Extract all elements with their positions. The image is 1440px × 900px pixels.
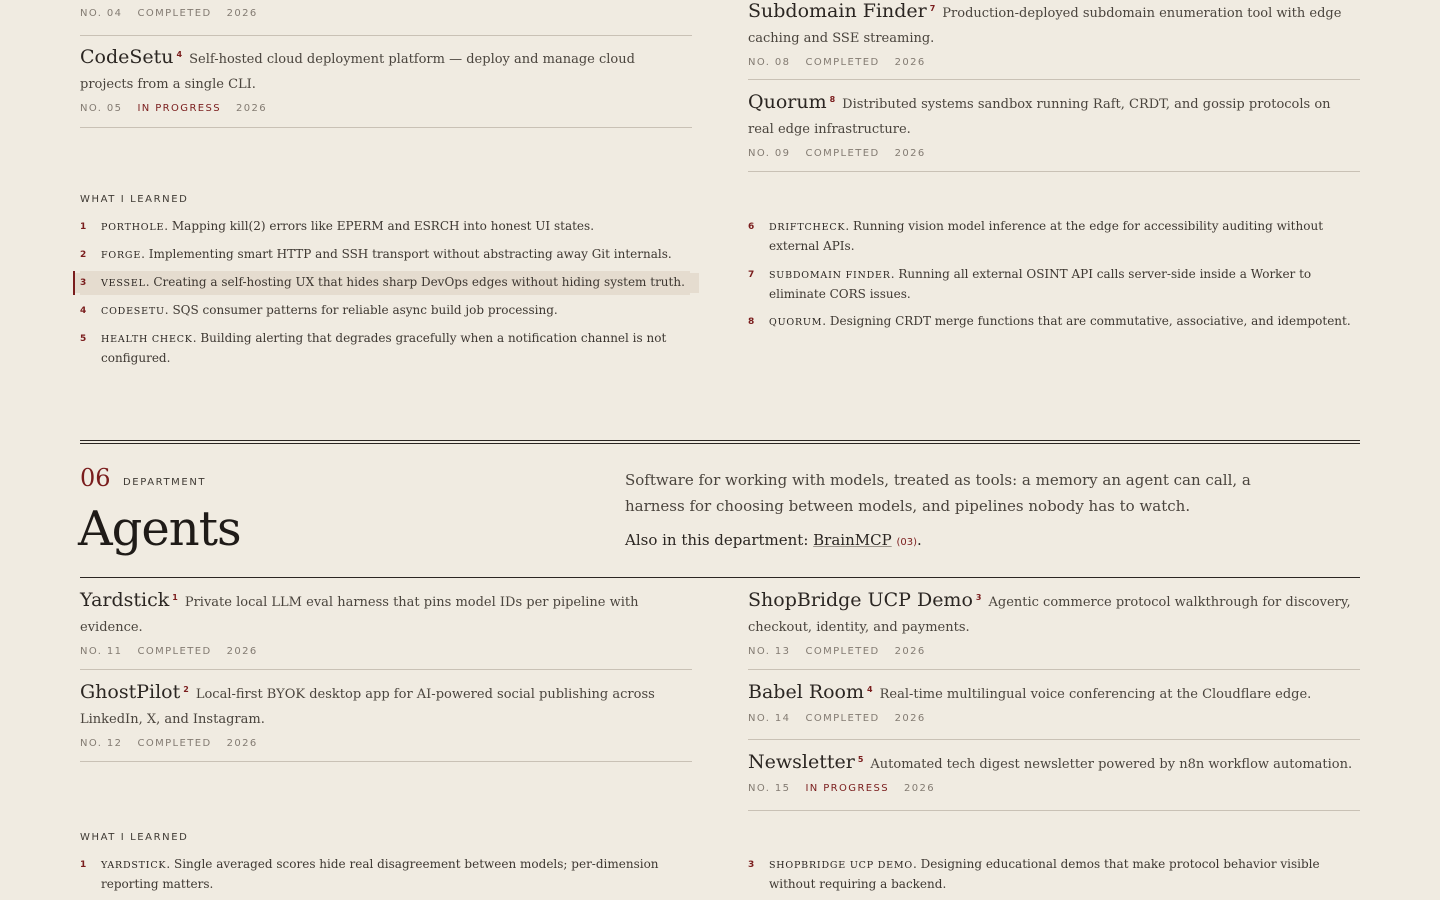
project-description: Private local LLM eval harness that pins model IDs per pipeline with evidence. (80, 595, 639, 635)
project-tag: SUBDOMAIN FINDER (769, 270, 891, 281)
department-title: Agents (78, 501, 241, 557)
department-also: Also in this department: BrainMCP (03). (625, 531, 922, 549)
brainmcp-link[interactable]: BrainMCP (813, 531, 892, 549)
learned-item[interactable]: 1 PORTHOLE. Mapping kill(2) errors like EPERM and ESRCH into honest UI states. (80, 219, 595, 233)
department-description: Software for working with models, treated as tools: a memory an agent can call, a harness for choosing between models, and pipelines nobody has to watch. (625, 471, 1251, 515)
section-double-rule (80, 440, 1360, 441)
project-meta: NO. 11 COMPLETED 2026 (80, 646, 258, 657)
project-title[interactable]: Quorum (748, 91, 827, 113)
project-title[interactable]: Newsletter (748, 751, 855, 773)
project-tag: QUORUM (769, 317, 823, 328)
project-tag: SHOPBRIDGE UCP DEMO (769, 860, 913, 871)
project-title[interactable]: ShopBridge UCP Demo (748, 589, 973, 611)
project-description: Distributed systems sandbox running Raft, CRDT, and gossip protocols on real edge infrastructure. (748, 97, 1331, 137)
learned-heading: WHAT I LEARNED (80, 832, 189, 843)
learned-heading: WHAT I LEARNED (80, 194, 189, 205)
divider (80, 127, 692, 128)
project-meta: NO. 14 COMPLETED 2026 (748, 713, 926, 724)
project-tag: FORGE (101, 250, 142, 261)
footnote-marker: 7 (929, 4, 936, 13)
footnote-marker: 4 (176, 50, 183, 59)
footnote-marker: 5 (857, 755, 864, 764)
project-description: Production-deployed subdomain enumeration tool with edge caching and SSE streaming. (748, 6, 1342, 46)
learned-item[interactable]: 6 DRIFTCHECK. Running vision model inference at the edge for accessibility auditing without external APIs. (748, 219, 1324, 253)
learned-item[interactable]: 3 SHOPBRIDGE UCP DEMO. Designing educational demos that make protocol behavior visible without requiring a backend. (748, 857, 1320, 891)
divider (748, 171, 1360, 172)
project-tag: PORTHOLE (101, 222, 165, 233)
project-entry[interactable] (748, 0, 1358, 68)
section-rule (80, 577, 1360, 578)
project-tag: HEALTH CHECK (101, 334, 193, 345)
learned-item-highlighted[interactable]: 3 VESSEL. Creating a self-hosting UX that hides sharp DevOps edges without hiding system truth. (80, 273, 690, 293)
footnote-marker: 4 (867, 685, 873, 694)
project-meta: NO. 08 COMPLETED 2026 (748, 57, 926, 68)
project-meta: NO. 04 COMPLETED 2026 (80, 8, 258, 19)
project-entry[interactable] (748, 681, 1358, 724)
project-description: Agentic commerce protocol walkthrough for discovery, checkout, identity, and payments. (748, 595, 1351, 635)
divider (748, 669, 1360, 670)
learned-item[interactable]: 1 YARDSTICK. Single averaged scores hide real disagreement between models; per-dimension reporting matters. (80, 857, 659, 891)
project-tag: CODESETU (101, 306, 165, 317)
project-description: Automated tech digest newsletter powered by n8n workflow automation. (870, 757, 1353, 772)
project-description: Local-first BYOK desktop app for AI-powered social publishing across LinkedIn, X, and Instagram. (80, 687, 655, 727)
department-number: 06 (80, 464, 111, 492)
divider (80, 35, 692, 36)
project-title[interactable]: Babel Room (748, 681, 865, 703)
project-meta: NO. 12 COMPLETED 2026 (80, 738, 258, 749)
project-meta: NO. 15 IN PROGRESS 2026 (748, 783, 936, 794)
divider (80, 761, 692, 762)
project-title[interactable]: CodeSetu (80, 46, 174, 68)
project-description: Real-time multilingual voice conferencing at the Cloudflare edge. (879, 687, 1312, 702)
project-meta: NO. 05 IN PROGRESS 2026 (80, 103, 268, 114)
project-title[interactable]: Yardstick (80, 589, 170, 611)
divider (80, 669, 692, 670)
project-title[interactable]: GhostPilot (80, 681, 181, 703)
project-entry[interactable] (80, 589, 690, 657)
department-label: DEPARTMENT (123, 477, 207, 488)
learned-item[interactable]: 4 CODESETU. SQS consumer patterns for reliable async build job processing. (80, 303, 558, 317)
divider (748, 739, 1360, 740)
project-tag: VESSEL (101, 278, 146, 289)
project-meta: NO. 13 COMPLETED 2026 (748, 646, 926, 657)
project-entry[interactable] (80, 46, 690, 114)
status-badge: IN PROGRESS (137, 103, 222, 114)
footnote-marker: 8 (829, 95, 836, 104)
learned-item[interactable]: 2 FORGE. Implementing smart HTTP and SSH transport without abstracting away Git internals. (80, 247, 672, 261)
project-tag: YARDSTICK (101, 860, 167, 871)
project-entry[interactable] (80, 681, 690, 749)
status-badge: IN PROGRESS (805, 783, 890, 794)
divider (748, 79, 1360, 80)
footnote-marker: 3 (975, 593, 982, 602)
project-entry[interactable] (748, 751, 1358, 794)
project-title[interactable]: Subdomain Finder (748, 0, 927, 22)
project-entry[interactable] (748, 91, 1358, 159)
learned-item[interactable]: 8 QUORUM. Designing CRDT merge functions that are commutative, associative, and idempotent. (748, 314, 1351, 328)
project-meta: NO. 09 COMPLETED 2026 (748, 148, 926, 159)
link-number: (03) (896, 537, 917, 548)
project-tag: DRIFTCHECK (769, 222, 846, 233)
footnote-marker: 1 (172, 593, 178, 602)
learned-item[interactable]: 7 SUBDOMAIN FINDER. Running all external OSINT API calls server-side inside a Worker to eliminate CORS issues. (748, 267, 1312, 301)
project-entry[interactable] (748, 589, 1358, 657)
footnote-marker: 2 (183, 685, 189, 694)
section-double-rule (80, 443, 1360, 444)
divider (748, 810, 1360, 811)
learned-item[interactable]: 5 HEALTH CHECK. Building alerting that degrades gracefully when a notification channel is not configured. (80, 331, 667, 365)
project-description: Self-hosted cloud deployment platform — deploy and manage cloud projects from a single CLI. (80, 52, 635, 92)
